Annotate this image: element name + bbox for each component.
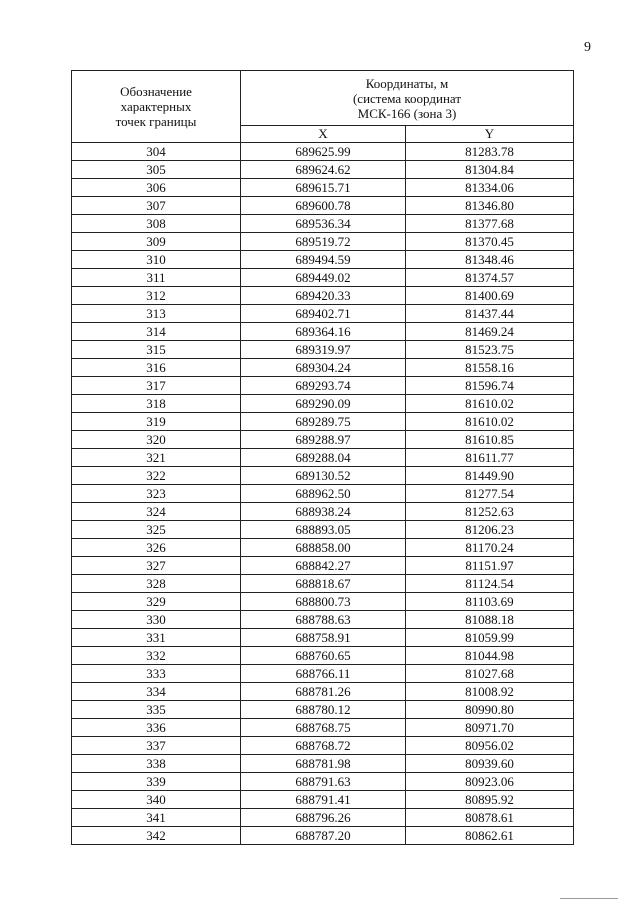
point-cell: 339 (72, 773, 241, 791)
point-cell: 309 (72, 233, 241, 251)
point-cell: 311 (72, 269, 241, 287)
y-coordinate-cell: 81610.02 (406, 395, 574, 413)
point-cell: 325 (72, 521, 241, 539)
point-cell: 306 (72, 179, 241, 197)
point-cell: 313 (72, 305, 241, 323)
y-coordinate-cell: 81437.44 (406, 305, 574, 323)
point-cell: 340 (72, 791, 241, 809)
point-cell: 341 (72, 809, 241, 827)
y-coordinate-cell: 81596.74 (406, 377, 574, 395)
table-row (72, 719, 574, 737)
x-column-header: X (241, 126, 406, 143)
table-row (72, 467, 574, 485)
x-coordinate-cell: 688938.24 (241, 503, 406, 521)
table-row (72, 485, 574, 503)
y-coordinate-cell: 81449.90 (406, 467, 574, 485)
y-coordinate-cell: 80923.06 (406, 773, 574, 791)
point-cell: 324 (72, 503, 241, 521)
table-row (72, 521, 574, 539)
table-row (72, 305, 574, 323)
x-coordinate-cell: 688780.12 (241, 701, 406, 719)
x-coordinate-cell: 688962.50 (241, 485, 406, 503)
table-row (72, 359, 574, 377)
table-row (72, 755, 574, 773)
y-coordinate-cell: 81523.75 (406, 341, 574, 359)
x-coordinate-cell: 689402.71 (241, 305, 406, 323)
point-cell: 310 (72, 251, 241, 269)
table-row (72, 575, 574, 593)
y-coordinate-cell: 81206.23 (406, 521, 574, 539)
point-cell: 314 (72, 323, 241, 341)
y-coordinate-cell: 81044.98 (406, 647, 574, 665)
coords-header-line: Координаты, м (365, 75, 449, 91)
y-coordinate-cell: 81348.46 (406, 251, 574, 269)
x-coordinate-cell: 688781.98 (241, 755, 406, 773)
x-coordinate-cell: 689289.75 (241, 413, 406, 431)
table-row (72, 287, 574, 305)
table-row (72, 251, 574, 269)
point-cell: 307 (72, 197, 241, 215)
point-cell: 320 (72, 431, 241, 449)
footer-rule (560, 898, 618, 899)
table-row (72, 503, 574, 521)
y-coordinate-cell: 81610.85 (406, 431, 574, 449)
point-cell: 337 (72, 737, 241, 755)
point-cell: 308 (72, 215, 241, 233)
table-row (72, 809, 574, 827)
x-coordinate-cell: 688758.91 (241, 629, 406, 647)
point-cell: 332 (72, 647, 241, 665)
point-header-line: Обозначение (120, 84, 192, 99)
table-row (72, 629, 574, 647)
y-coordinate-cell: 81469.24 (406, 323, 574, 341)
point-cell: 329 (72, 593, 241, 611)
y-coordinate-cell: 81611.77 (406, 449, 574, 467)
table-row (72, 431, 574, 449)
point-cell: 322 (72, 467, 241, 485)
point-cell: 304 (72, 143, 241, 161)
table-row (72, 665, 574, 683)
y-coordinate-cell: 81558.16 (406, 359, 574, 377)
x-coordinate-cell: 689290.09 (241, 395, 406, 413)
point-cell: 334 (72, 683, 241, 701)
boundary-coordinates-table (71, 70, 574, 845)
point-cell: 328 (72, 575, 241, 593)
table-row (72, 683, 574, 701)
y-coordinate-cell: 80971.70 (406, 719, 574, 737)
x-coordinate-cell: 689304.24 (241, 359, 406, 377)
y-coordinate-cell: 81059.99 (406, 629, 574, 647)
point-cell: 316 (72, 359, 241, 377)
y-coordinate-cell: 81283.78 (406, 143, 574, 161)
point-cell: 333 (72, 665, 241, 683)
point-cell: 338 (72, 755, 241, 773)
x-coordinate-cell: 689319.97 (241, 341, 406, 359)
coords-header-line: (система координат (352, 90, 462, 106)
y-coordinate-cell: 81377.68 (406, 215, 574, 233)
table-row (72, 143, 574, 161)
x-coordinate-cell: 689130.52 (241, 467, 406, 485)
y-coordinate-cell: 81610.02 (406, 413, 574, 431)
point-cell: 331 (72, 629, 241, 647)
y-coordinate-cell: 80956.02 (406, 737, 574, 755)
x-coordinate-cell: 688768.72 (241, 737, 406, 755)
table-row (72, 215, 574, 233)
point-cell: 342 (72, 827, 241, 845)
y-coordinate-cell: 81124.54 (406, 575, 574, 593)
y-coordinate-cell: 81027.68 (406, 665, 574, 683)
table-row (72, 323, 574, 341)
coordinates-header (241, 71, 574, 126)
y-coordinate-cell: 81151.97 (406, 557, 574, 575)
table-row (72, 557, 574, 575)
x-coordinate-cell: 688766.11 (241, 665, 406, 683)
y-coordinate-cell: 81346.80 (406, 197, 574, 215)
point-cell: 305 (72, 161, 241, 179)
x-coordinate-cell: 689494.59 (241, 251, 406, 269)
point-cell: 317 (72, 377, 241, 395)
table-row (72, 197, 574, 215)
point-cell: 327 (72, 557, 241, 575)
table-row (72, 647, 574, 665)
x-coordinate-cell: 688788.63 (241, 611, 406, 629)
point-cell: 330 (72, 611, 241, 629)
y-coordinate-cell: 81252.63 (406, 503, 574, 521)
y-coordinate-cell: 80878.61 (406, 809, 574, 827)
table-row (72, 701, 574, 719)
point-cell: 326 (72, 539, 241, 557)
point-cell: 321 (72, 449, 241, 467)
table-row (72, 611, 574, 629)
x-coordinate-cell: 689420.33 (241, 287, 406, 305)
table-row (72, 593, 574, 611)
table-row (72, 233, 574, 251)
x-coordinate-cell: 689600.78 (241, 197, 406, 215)
table-row (72, 737, 574, 755)
table-row (72, 773, 574, 791)
point-cell: 315 (72, 341, 241, 359)
y-column-header: Y (406, 126, 574, 143)
y-coordinate-cell: 81304.84 (406, 161, 574, 179)
y-coordinate-cell: 81400.69 (406, 287, 574, 305)
x-coordinate-cell: 688781.26 (241, 683, 406, 701)
x-coordinate-cell: 689625.99 (241, 143, 406, 161)
x-coordinate-cell: 689536.34 (241, 215, 406, 233)
table-row (72, 449, 574, 467)
point-cell: 318 (72, 395, 241, 413)
table-row (72, 269, 574, 287)
point-header-line: характерных (120, 99, 192, 114)
x-coordinate-cell: 689615.71 (241, 179, 406, 197)
table-row (72, 827, 574, 845)
y-coordinate-cell: 81103.69 (406, 593, 574, 611)
x-coordinate-cell: 688800.73 (241, 593, 406, 611)
point-cell: 335 (72, 701, 241, 719)
table-row (72, 377, 574, 395)
table-row (72, 539, 574, 557)
y-coordinate-cell: 80990.80 (406, 701, 574, 719)
point-designation-header (72, 71, 241, 143)
y-coordinate-cell: 81088.18 (406, 611, 574, 629)
point-cell: 312 (72, 287, 241, 305)
x-coordinate-cell: 688818.67 (241, 575, 406, 593)
x-coordinate-cell: 688842.27 (241, 557, 406, 575)
table-row (72, 179, 574, 197)
table-row (72, 161, 574, 179)
table-body (72, 143, 574, 845)
y-coordinate-cell: 81370.45 (406, 233, 574, 251)
table-row (72, 395, 574, 413)
x-coordinate-cell: 688787.20 (241, 827, 406, 845)
y-coordinate-cell: 80939.60 (406, 755, 574, 773)
y-coordinate-cell: 80895.92 (406, 791, 574, 809)
x-coordinate-cell: 688768.75 (241, 719, 406, 737)
x-coordinate-cell: 688791.63 (241, 773, 406, 791)
x-coordinate-cell: 688796.26 (241, 809, 406, 827)
point-cell: 336 (72, 719, 241, 737)
x-coordinate-cell: 689519.72 (241, 233, 406, 251)
x-coordinate-cell: 689288.04 (241, 449, 406, 467)
x-coordinate-cell: 688791.41 (241, 791, 406, 809)
x-coordinate-cell: 689364.16 (241, 323, 406, 341)
point-cell: 319 (72, 413, 241, 431)
table-row (72, 791, 574, 809)
x-coordinate-cell: 689288.97 (241, 431, 406, 449)
x-coordinate-cell: 689293.74 (241, 377, 406, 395)
page-number: 9 (584, 40, 591, 55)
table-row (72, 341, 574, 359)
x-coordinate-cell: 688760.65 (241, 647, 406, 665)
point-cell: 323 (72, 485, 241, 503)
x-coordinate-cell: 689449.02 (241, 269, 406, 287)
y-coordinate-cell: 80862.61 (406, 827, 574, 845)
y-coordinate-cell: 81008.92 (406, 683, 574, 701)
point-header-line: точек границы (115, 114, 197, 129)
y-coordinate-cell: 81374.57 (406, 269, 574, 287)
x-coordinate-cell: 689624.62 (241, 161, 406, 179)
x-coordinate-cell: 688893.05 (241, 521, 406, 539)
y-coordinate-cell: 81334.06 (406, 179, 574, 197)
y-coordinate-cell: 81170.24 (406, 539, 574, 557)
y-coordinate-cell: 81277.54 (406, 485, 574, 503)
coords-header-line: МСК-166 (зона 3) (357, 105, 457, 121)
table-row (72, 413, 574, 431)
x-coordinate-cell: 688858.00 (241, 539, 406, 557)
